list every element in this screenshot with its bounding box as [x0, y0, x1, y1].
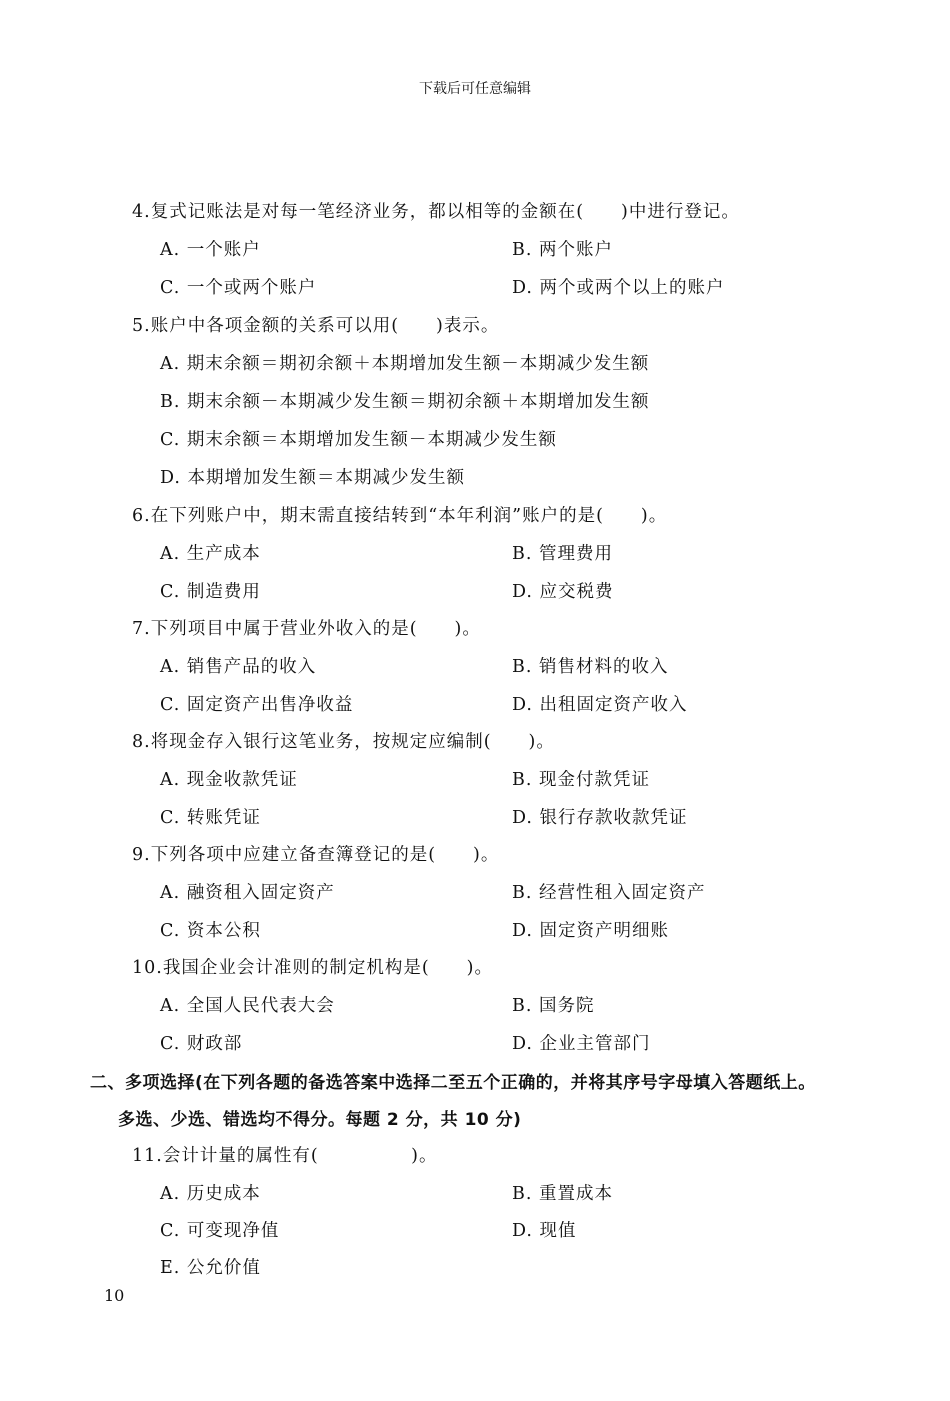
question-7-option-a: A. 销售产品的收入 — [160, 657, 317, 677]
question-8-option-c: C. 转账凭证 — [160, 808, 261, 828]
question-5-option-c: C. 期末余额＝本期增加发生额－本期减少发生额 — [160, 430, 557, 450]
question-8-stem: 8.将现金存入银行这笔业务，按规定应编制( )。 — [132, 732, 555, 752]
question-9-option-a: A. 融资租入固定资产 — [160, 883, 335, 903]
question-6-option-d: D. 应交税费 — [512, 582, 614, 602]
question-10-option-d: D. 企业主管部门 — [512, 1034, 651, 1054]
question-9-option-d: D. 固定资产明细账 — [512, 921, 670, 941]
question-7-stem: 7.下列项目中属于营业外收入的是( )。 — [132, 619, 481, 639]
question-7-option-b: B. 销售材料的收入 — [512, 657, 669, 677]
question-7-option-c: C. 固定资产出售净收益 — [160, 695, 354, 715]
question-5-option-a: A. 期末余额＝期初余额＋本期增加发生额－本期减少发生额 — [160, 354, 650, 374]
question-4-stem: 4.复式记账法是对每一笔经济业务，都以相等的金额在( )中进行登记。 — [132, 202, 740, 222]
question-8-option-b: B. 现金付款凭证 — [512, 770, 650, 790]
question-4-option-c: C. 一个或两个账户 — [160, 278, 317, 298]
question-11-option-e: E. 公允价值 — [160, 1258, 261, 1278]
question-11-option-c: C. 可变现净值 — [160, 1221, 280, 1241]
question-10-option-c: C. 财政部 — [160, 1034, 243, 1054]
question-11-option-d: D. 现值 — [512, 1221, 577, 1241]
question-5-option-d: D. 本期增加发生额＝本期减少发生额 — [160, 468, 466, 488]
question-9-option-c: C. 资本公积 — [160, 921, 261, 941]
question-4-option-b: B. 两个账户 — [512, 240, 613, 260]
question-4-option-d: D. 两个或两个以上的账户 — [512, 278, 725, 298]
header-note: 下载后可任意编辑 — [419, 81, 531, 97]
section-2-heading-line2: 多选、少选、错选均不得分。每题 2 分，共 10 分) — [118, 1110, 522, 1130]
question-10-option-b: B. 国务院 — [512, 996, 595, 1016]
question-11-option-b: B. 重置成本 — [512, 1184, 613, 1204]
question-6-stem: 6.在下列账户中，期末需直接结转到“本年利润”账户的是( )。 — [132, 506, 668, 526]
question-11-stem: 11.会计计量的属性有( )。 — [132, 1146, 438, 1166]
question-10-option-a: A. 全国人民代表大会 — [160, 996, 335, 1016]
page-number: 10 — [104, 1286, 125, 1305]
question-5-stem: 5.账户中各项金额的关系可以用( )表示。 — [132, 316, 500, 336]
question-6-option-c: C. 制造费用 — [160, 582, 261, 602]
question-11-option-a: A. 历史成本 — [160, 1184, 261, 1204]
question-9-stem: 9.下列各项中应建立备查簿登记的是( )。 — [132, 845, 500, 865]
question-5-option-b: B. 期末余额－本期减少发生额＝期初余额＋本期增加发生额 — [160, 392, 650, 412]
question-6-option-a: A. 生产成本 — [160, 544, 261, 564]
question-6-option-b: B. 管理费用 — [512, 544, 613, 564]
question-4-option-a: A. 一个账户 — [160, 240, 261, 260]
question-7-option-d: D. 出租固定资产收入 — [512, 695, 688, 715]
question-8-option-a: A. 现金收款凭证 — [160, 770, 298, 790]
question-10-stem: 10.我国企业会计准则的制定机构是( )。 — [132, 958, 493, 978]
section-2-heading-line1: 二、多项选择(在下列各题的备选答案中选择二至五个正确的，并将其序号字母填入答题纸上。 — [90, 1073, 816, 1093]
question-9-option-b: B. 经营性租入固定资产 — [512, 883, 706, 903]
question-8-option-d: D. 银行存款收款凭证 — [512, 808, 688, 828]
